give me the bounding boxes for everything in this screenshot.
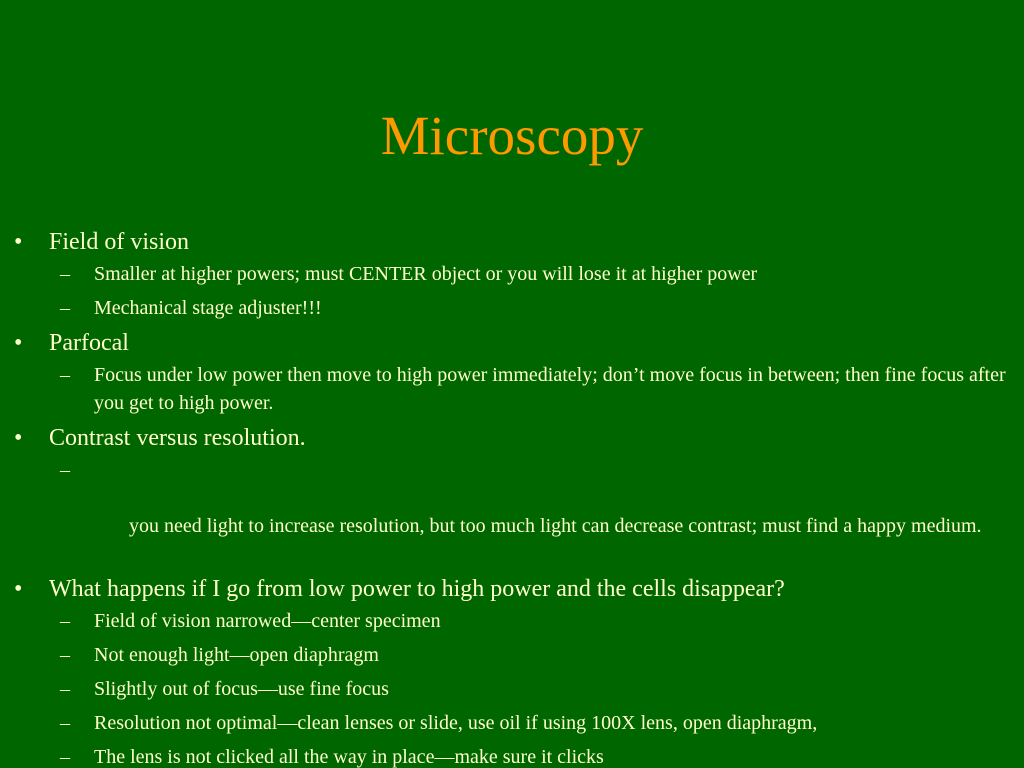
bullet-text: What happens if I go from low power to high power and the cells disappear? xyxy=(49,576,785,602)
sub-item xyxy=(0,709,1024,737)
sub-item xyxy=(0,361,1024,417)
sub-item xyxy=(0,743,1024,768)
sub-item-text: The lens is not clicked all the way in place—make sure it clicks xyxy=(94,746,604,768)
sub-item-text: Mechanical stage adjuster!!! xyxy=(94,297,322,319)
sub-item-text: you need light to increase resolution, but too much light can decrease contrast; must find a happy medium. xyxy=(124,515,982,537)
slide-body xyxy=(0,227,1024,768)
sub-item xyxy=(0,607,1024,635)
sub-item xyxy=(0,294,1024,322)
bullet-item-contrast xyxy=(0,423,1024,453)
sub-item xyxy=(0,641,1024,669)
bullet-item-field-of-vision xyxy=(0,227,1024,257)
bullet-icon: • xyxy=(14,330,23,356)
bullet-icon: • xyxy=(14,576,23,602)
dash-icon: – xyxy=(60,364,70,386)
dash-icon: – xyxy=(60,678,70,700)
dash-icon: – xyxy=(60,712,70,734)
bullet-icon: • xyxy=(14,425,23,451)
bullet-item-parfocal xyxy=(0,328,1024,358)
dash-icon: – xyxy=(60,644,70,666)
dash-icon: – xyxy=(60,263,70,285)
dash-icon: – xyxy=(60,459,70,481)
sub-item xyxy=(0,260,1024,288)
dash-icon: – xyxy=(60,610,70,632)
sub-item-text: Focus under low power then move to high power immediately; don’t move focus in between; then fine focus after you get to high power. xyxy=(94,364,1006,414)
bullet-item-cells-disappear xyxy=(0,574,1024,604)
sub-item xyxy=(0,675,1024,703)
bullet-text: Parfocal xyxy=(49,330,129,356)
sub-item-text: Not enough light—open diaphragm xyxy=(94,644,379,666)
sub-item xyxy=(0,456,1024,568)
sub-item-text: Field of vision narrowed—center specimen xyxy=(94,610,441,632)
slide-title: Microscopy xyxy=(380,105,644,166)
bullet-text: Contrast versus resolution. xyxy=(49,425,306,451)
dash-icon: – xyxy=(60,297,70,319)
sub-item-text: Smaller at higher powers; must CENTER object or you will lose it at higher power xyxy=(94,263,758,285)
sub-item-text: Slightly out of focus—use fine focus xyxy=(94,678,389,700)
sub-item-text: Resolution not optimal—clean lenses or slide, use oil if using 100X lens, open diaphragm, xyxy=(94,712,818,734)
bullet-text: Field of vision xyxy=(49,229,190,255)
bullet-icon: • xyxy=(14,229,23,255)
dash-icon: – xyxy=(60,746,70,768)
